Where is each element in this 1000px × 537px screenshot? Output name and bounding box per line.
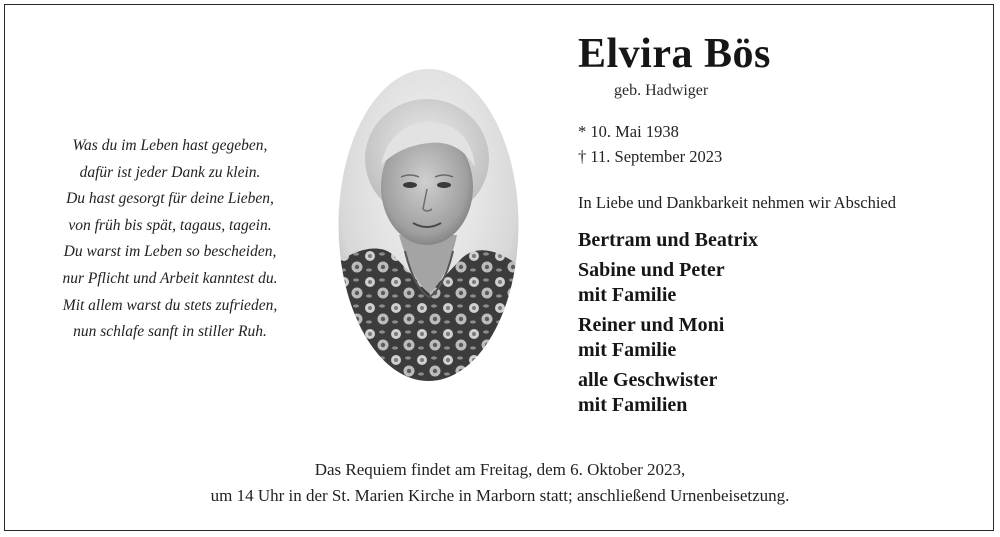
poem-line: Du warst im Leben so bescheiden, <box>63 243 277 261</box>
poem-line: dafür ist jeder Dank zu klein. <box>79 163 261 181</box>
mourner-line: Bertram und Beatrix <box>578 229 758 251</box>
mourner-line: Reiner und Moni <box>578 313 725 336</box>
maiden-name: geb. Hadwiger <box>614 82 709 99</box>
poem-line: Du hast gesorgt für deine Lieben, <box>66 190 274 208</box>
birth-date: * 10. Mai 1938 <box>578 122 679 141</box>
poem-line: nur Pflicht und Arbeit kanntest du. <box>62 269 278 287</box>
mourner-line: mit Familien <box>578 394 688 416</box>
farewell-intro: In Liebe und Dankbarkeit nehmen wir Abschied <box>578 193 896 212</box>
mourner-group <box>578 228 958 254</box>
mourner-line: mit Familie <box>578 284 677 306</box>
requiem-line: Das Requiem findet am Freitag, dem 6. Oktober 2023, <box>314 460 686 479</box>
mourner-line: alle Geschwister <box>578 368 718 391</box>
poem-line: von früh bis spät, tagaus, tagein. <box>68 216 272 234</box>
requiem-info <box>0 457 1000 509</box>
requiem-line: um 14 Uhr in der St. Marien Kirche in Marborn statt; anschließend Urnenbeisetzung. <box>210 486 790 505</box>
deceased-name: Elvira Bös <box>578 31 771 77</box>
mourner-line: mit Familie <box>578 339 677 361</box>
mourner-group <box>578 258 958 309</box>
mourner-group <box>578 368 958 419</box>
poem-line: Was du im Leben hast gegeben, <box>72 137 268 154</box>
poem-line: Mit allem warst du stets zufrieden, <box>62 296 278 314</box>
mourner-line: Sabine und Peter <box>578 258 725 281</box>
portrait-photo <box>337 67 520 383</box>
memorial-poem <box>20 133 320 346</box>
poem-line: nun schlafe sanft in stiller Ruh. <box>73 323 267 341</box>
mourner-group <box>578 313 958 364</box>
mourners-list <box>578 228 958 423</box>
death-date: † 11. September 2023 <box>578 147 723 166</box>
